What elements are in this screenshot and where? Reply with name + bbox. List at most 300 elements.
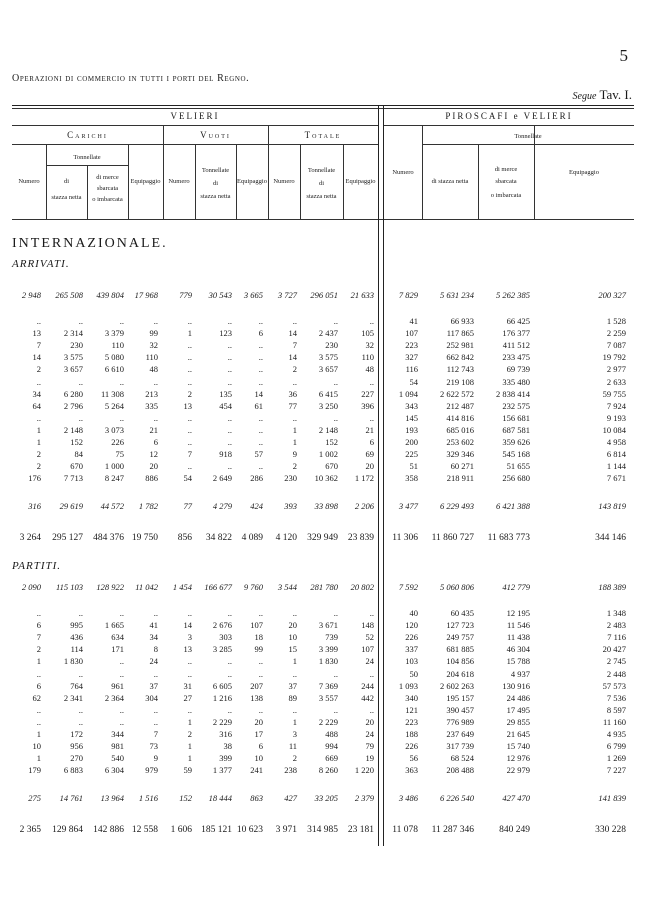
arrivati-row-2-col-4: .. bbox=[187, 340, 192, 351]
arrivati-row-11-col-6: 57 bbox=[254, 449, 263, 460]
partiti-subtotal-row-col-6: 863 bbox=[250, 793, 263, 804]
partiti-row-1-col-2: 1 665 bbox=[104, 620, 124, 631]
partiti-row-9-col-13: 11 160 bbox=[602, 716, 626, 727]
partiti-row-6-col-11: 2 602 263 bbox=[440, 680, 474, 691]
arrivati-row-5-col-1: .. bbox=[78, 376, 83, 387]
partiti-row-4-col-2: .. bbox=[119, 656, 124, 667]
arrivati-row-12-col-1: 670 bbox=[70, 461, 83, 472]
arrivati-row-3-col-12: 233 475 bbox=[502, 352, 530, 363]
arrivati-row-13-col-6: 286 bbox=[250, 473, 263, 484]
arrivati-row-13-col-3: 886 bbox=[145, 473, 158, 484]
partiti-first-row-col-3: 11 042 bbox=[135, 582, 158, 592]
arrivati-row-8-col-8: .. bbox=[333, 412, 338, 423]
partiti-first-row-col-7: 3 544 bbox=[277, 582, 297, 592]
partiti-row-8-col-9: .. bbox=[369, 704, 374, 715]
arrivati-subtotal-row-col-4: 77 bbox=[183, 501, 192, 512]
partiti-row-6-col-3: 37 bbox=[149, 680, 158, 691]
partiti-row-0-col-0: .. bbox=[36, 608, 41, 618]
arrivati-row-11-col-4: 7 bbox=[187, 449, 192, 460]
arrivati-total-row-col-10: 11 306 bbox=[392, 533, 418, 544]
partiti-row-0-col-3: .. bbox=[153, 608, 158, 618]
arrivati-row-0-col-8: .. bbox=[333, 316, 338, 326]
arrivati-first-row-col-4: 779 bbox=[179, 290, 192, 300]
partiti-row-13-col-2: 6 304 bbox=[104, 765, 124, 776]
pv-imbarcata: o imbarcata bbox=[490, 192, 522, 199]
partiti-row-0-col-12: 12 195 bbox=[506, 608, 530, 618]
partiti-row-6-col-12: 130 916 bbox=[502, 680, 530, 691]
arrivati-row-5-col-2: .. bbox=[119, 376, 124, 387]
arrivati-row-9-col-6: .. bbox=[258, 424, 263, 435]
arrivati-row-0-col-10: 41 bbox=[409, 316, 418, 326]
arrivati-row-11-col-2: 75 bbox=[115, 449, 124, 460]
arrivati-row-4-col-5: .. bbox=[227, 364, 232, 375]
arrivati-row-10-col-13: 4 958 bbox=[606, 437, 626, 447]
arrivati-row-10-col-7: 1 bbox=[292, 437, 297, 447]
arrivati-row-3-col-7: 14 bbox=[288, 352, 297, 363]
arrivati-row-9-col-1: 2 148 bbox=[63, 424, 83, 435]
partiti-row-5-col-7: .. bbox=[292, 668, 297, 679]
arrivati-row-2-col-10: 223 bbox=[405, 340, 418, 351]
arrivati-subtotal-row-col-3: 1 782 bbox=[138, 501, 158, 512]
arrivati-subtotal-row-col-7: 393 bbox=[284, 501, 297, 512]
partiti-first-row-col-6: 9 760 bbox=[243, 582, 263, 592]
partiti-row-6-col-4: 31 bbox=[183, 680, 192, 691]
arrivati-row-13-col-5: 2 649 bbox=[212, 473, 232, 484]
arrivati-row-8-col-9: .. bbox=[369, 412, 374, 423]
partiti-row-7-col-1: 2 341 bbox=[63, 692, 83, 703]
partiti-row-1-col-10: 120 bbox=[405, 620, 418, 631]
arrivati-subtotal-row-col-13: 143 819 bbox=[598, 501, 626, 512]
partiti-row-4-col-9: 24 bbox=[365, 656, 374, 667]
partiti-subtotal-row-col-9: 2 379 bbox=[354, 793, 374, 804]
partiti-row-1-col-12: 11 546 bbox=[506, 620, 530, 631]
arrivati-row-4-col-11: 112 743 bbox=[446, 364, 474, 375]
arrivati-row-12-col-2: 1 000 bbox=[104, 461, 124, 472]
arrivati-row-3-col-5: .. bbox=[227, 352, 232, 363]
arrivati-first-row-col-3: 17 968 bbox=[134, 290, 158, 300]
partiti-row-12-col-4: 1 bbox=[187, 753, 192, 764]
partiti-row-8-col-0: .. bbox=[36, 704, 41, 715]
arrivati-row-1-col-3: 99 bbox=[149, 328, 158, 339]
arrivati-heading: ARRIVATI. bbox=[12, 258, 70, 270]
partiti-row-5-col-0: .. bbox=[36, 668, 41, 679]
partiti-total-row-col-10: 11 078 bbox=[392, 825, 418, 836]
partiti-row-11-col-12: 15 740 bbox=[506, 741, 530, 752]
partiti-row-7-col-2: 2 364 bbox=[104, 692, 124, 703]
partiti-row-3-col-13: 20 427 bbox=[602, 644, 626, 655]
partiti-total-row-col-6: 10 623 bbox=[236, 825, 263, 836]
partiti-row-0-col-2: .. bbox=[119, 608, 124, 618]
arrivati-total-row-col-5: 34 822 bbox=[205, 533, 232, 544]
partiti-row-5-col-5: .. bbox=[227, 668, 232, 679]
arrivati-row-5-col-6: .. bbox=[258, 376, 263, 387]
partiti-row-10-col-12: 21 645 bbox=[506, 729, 530, 739]
partiti-row-6-col-10: 1 093 bbox=[398, 680, 418, 691]
arrivati-row-6-col-11: 2 622 572 bbox=[440, 388, 474, 399]
partiti-row-5-col-2: .. bbox=[119, 668, 124, 679]
arrivati-row-4-col-12: 69 739 bbox=[506, 364, 530, 375]
arrivati-row-9-col-13: 10 084 bbox=[602, 424, 626, 435]
arrivati-row-13-col-10: 358 bbox=[405, 473, 418, 484]
velieri-underline bbox=[12, 125, 378, 126]
arrivati-row-9-col-2: 3 073 bbox=[104, 424, 124, 435]
partiti-row-6-col-8: 7 369 bbox=[318, 680, 338, 691]
partiti-row-2-col-9: 52 bbox=[365, 632, 374, 643]
arrivati-first-row-col-11: 5 631 234 bbox=[440, 290, 474, 300]
arrivati-row-10-col-0: 1 bbox=[36, 437, 41, 447]
partiti-total-row-col-1: 129 864 bbox=[52, 825, 83, 836]
totale-equipaggio: Equipaggio bbox=[345, 178, 376, 185]
partiti-row-5-col-1: .. bbox=[78, 668, 83, 679]
arrivati-row-11-col-13: 6 814 bbox=[606, 449, 626, 460]
partiti-row-13-col-5: 1 377 bbox=[212, 765, 232, 776]
arrivati-row-4-col-3: 48 bbox=[149, 364, 158, 375]
partiti-row-9-col-1: .. bbox=[78, 716, 83, 727]
arrivati-row-3-col-8: 3 575 bbox=[318, 352, 338, 363]
partiti-first-row-col-12: 412 779 bbox=[502, 582, 530, 592]
arrivati-row-0-col-0: .. bbox=[36, 316, 41, 326]
arrivati-row-10-col-5: .. bbox=[227, 437, 232, 447]
arrivati-row-3-col-2: 5 080 bbox=[104, 352, 124, 363]
arrivati-row-1-col-0: 13 bbox=[32, 328, 41, 339]
pv-numero: Numero bbox=[392, 169, 414, 176]
partiti-row-3-col-11: 681 885 bbox=[446, 644, 474, 655]
carichi-numero: Numero bbox=[18, 178, 40, 185]
partiti-row-0-col-10: 40 bbox=[409, 608, 418, 618]
partiti-row-7-col-11: 195 157 bbox=[446, 692, 474, 703]
arrivati-row-10-col-4: .. bbox=[187, 437, 192, 447]
arrivati-row-12-col-7: 2 bbox=[292, 461, 297, 472]
arrivati-row-7-col-0: 64 bbox=[32, 400, 41, 411]
partiti-row-5-col-3: .. bbox=[153, 668, 158, 679]
arrivati-row-5-col-12: 335 480 bbox=[502, 376, 530, 387]
arrivati-row-2-col-6: .. bbox=[258, 340, 263, 351]
partiti-row-6-col-5: 6 605 bbox=[212, 680, 232, 691]
pv-stazza-netta: di stazza netta bbox=[431, 178, 469, 185]
arrivati-row-11-col-5: 918 bbox=[219, 449, 232, 460]
partiti-total-row-col-3: 12 558 bbox=[131, 825, 158, 836]
partiti-row-2-col-8: 739 bbox=[325, 632, 338, 643]
arrivati-row-5-col-7: .. bbox=[292, 376, 297, 387]
partiti-row-9-col-2: .. bbox=[119, 716, 124, 727]
partiti-subtotal-row-col-0: 275 bbox=[28, 793, 41, 804]
arrivati-row-2-col-11: 252 981 bbox=[446, 340, 474, 351]
partiti-heading: PARTITI. bbox=[12, 560, 62, 572]
arrivati-total-row-col-9: 23 839 bbox=[347, 533, 374, 544]
arrivati-row-9-col-11: 685 016 bbox=[446, 424, 474, 435]
divider-left bbox=[378, 106, 379, 846]
arrivati-row-12-col-6: .. bbox=[258, 461, 263, 472]
partiti-row-11-col-10: 226 bbox=[405, 741, 418, 752]
arrivati-row-7-col-7: 77 bbox=[288, 400, 297, 411]
partiti-row-3-col-10: 337 bbox=[405, 644, 418, 655]
partiti-first-row-col-5: 166 677 bbox=[204, 582, 232, 592]
arrivati-row-13-col-13: 7 671 bbox=[606, 473, 626, 484]
arrivati-row-10-col-8: 152 bbox=[325, 437, 338, 447]
arrivati-row-3-col-13: 19 792 bbox=[602, 352, 626, 363]
arrivati-row-0-col-9: .. bbox=[369, 316, 374, 326]
partiti-row-8-col-1: .. bbox=[78, 704, 83, 715]
partiti-total-row-col-13: 330 228 bbox=[595, 825, 626, 836]
arrivati-first-row-col-0: 2 948 bbox=[21, 290, 41, 300]
partiti-row-1-col-11: 127 723 bbox=[446, 620, 474, 631]
partiti-row-11-col-8: 994 bbox=[325, 741, 338, 752]
arrivati-row-12-col-3: 20 bbox=[149, 461, 158, 472]
partiti-subtotal-row-col-13: 141 839 bbox=[598, 793, 626, 804]
arrivati-row-11-col-10: 225 bbox=[405, 449, 418, 460]
arrivati-row-8-col-1: .. bbox=[78, 412, 83, 423]
arrivati-row-8-col-0: .. bbox=[36, 412, 41, 423]
arrivati-row-6-col-8: 6 415 bbox=[318, 388, 338, 399]
arrivati-row-8-col-3: .. bbox=[153, 412, 158, 423]
partiti-subtotal-row-col-11: 6 226 540 bbox=[440, 793, 474, 804]
arrivati-total-row-col-6: 4 089 bbox=[241, 533, 263, 544]
partiti-row-11-col-11: 317 739 bbox=[446, 741, 474, 752]
partiti-row-12-col-3: 9 bbox=[153, 753, 158, 764]
partiti-row-11-col-2: 981 bbox=[111, 741, 124, 752]
partiti-row-8-col-11: 390 457 bbox=[446, 704, 474, 715]
arrivati-row-11-col-8: 1 002 bbox=[318, 449, 338, 460]
partiti-row-10-col-7: 3 bbox=[292, 729, 297, 739]
arrivati-row-1-col-7: 14 bbox=[288, 328, 297, 339]
totale-stazza: stazza netta bbox=[306, 193, 337, 200]
arrivati-row-10-col-3: 6 bbox=[153, 437, 158, 447]
header-bottom-rule bbox=[12, 219, 634, 220]
arrivati-row-13-col-9: 1 172 bbox=[354, 473, 374, 484]
arrivati-row-13-col-1: 7 713 bbox=[63, 473, 83, 484]
arrivati-subtotal-row-col-5: 4 279 bbox=[212, 501, 232, 512]
arrivati-row-1-col-4: 1 bbox=[187, 328, 192, 339]
arrivati-first-row-col-9: 21 633 bbox=[350, 290, 374, 300]
partiti-row-9-col-7: 1 bbox=[292, 716, 297, 727]
partiti-subtotal-row-col-2: 13 964 bbox=[100, 793, 124, 804]
arrivati-row-7-col-1: 2 796 bbox=[63, 400, 83, 411]
arrivati-subtotal-row-col-9: 2 206 bbox=[354, 501, 374, 512]
partiti-row-11-col-6: 6 bbox=[258, 741, 263, 752]
partiti-row-10-col-8: 488 bbox=[325, 729, 338, 739]
vuoti-stazza: stazza netta bbox=[200, 193, 231, 200]
arrivati-row-9-col-5: .. bbox=[227, 424, 232, 435]
partiti-row-0-col-11: 60 435 bbox=[450, 608, 474, 618]
arrivati-subtotal-row-col-1: 29 619 bbox=[59, 501, 83, 512]
arrivati-row-3-col-6: .. bbox=[258, 352, 263, 363]
partiti-subtotal-row-col-3: 1 516 bbox=[138, 793, 158, 804]
arrivati-row-3-col-1: 3 575 bbox=[63, 352, 83, 363]
partiti-row-11-col-0: 10 bbox=[32, 741, 41, 752]
partiti-row-2-col-5: 303 bbox=[219, 632, 232, 643]
arrivati-row-13-col-0: 176 bbox=[28, 473, 41, 484]
arrivati-row-10-col-10: 200 bbox=[405, 437, 418, 447]
partiti-row-0-col-9: .. bbox=[369, 608, 374, 618]
arrivati-row-1-col-1: 2 314 bbox=[63, 328, 83, 339]
arrivati-total-row-col-0: 3 264 bbox=[19, 533, 41, 544]
arrivati-row-7-col-8: 3 250 bbox=[318, 400, 338, 411]
partiti-row-3-col-4: 13 bbox=[183, 644, 192, 655]
partiti-row-4-col-0: 1 bbox=[36, 656, 41, 667]
arrivati-total-row-col-13: 344 146 bbox=[595, 533, 626, 544]
partiti-row-10-col-4: 2 bbox=[187, 729, 192, 739]
partiti-row-2-col-0: 7 bbox=[36, 632, 41, 643]
partiti-row-10-col-1: 172 bbox=[70, 729, 83, 739]
arrivati-row-12-col-13: 1 144 bbox=[606, 461, 626, 472]
arrivati-subtotal-row-col-0: 316 bbox=[28, 501, 41, 512]
arrivati-row-11-col-11: 329 346 bbox=[446, 449, 474, 460]
carichi-equipaggio: Equipaggio bbox=[130, 178, 161, 185]
arrivati-subtotal-row-col-8: 33 898 bbox=[314, 501, 338, 512]
arrivati-total-row-col-8: 329 949 bbox=[307, 533, 338, 544]
arrivati-row-9-col-4: .. bbox=[187, 424, 192, 435]
arrivati-row-7-col-2: 5 264 bbox=[104, 400, 124, 411]
partiti-row-10-col-13: 4 935 bbox=[606, 729, 626, 739]
arrivati-row-5-col-10: 54 bbox=[409, 376, 418, 387]
partiti-row-9-col-6: 20 bbox=[254, 716, 263, 727]
partiti-row-13-col-12: 22 979 bbox=[506, 765, 530, 776]
arrivati-row-1-col-2: 3 379 bbox=[104, 328, 124, 339]
vuoti-di: di bbox=[212, 180, 219, 187]
arrivati-subtotal-row-col-11: 6 229 493 bbox=[440, 501, 474, 512]
partiti-first-row-col-8: 281 780 bbox=[310, 582, 338, 592]
arrivati-row-4-col-6: .. bbox=[258, 364, 263, 375]
partiti-row-7-col-8: 3 557 bbox=[318, 692, 338, 703]
velieri-heading: VELIERI bbox=[170, 111, 220, 121]
partiti-row-1-col-3: 41 bbox=[149, 620, 158, 631]
totale-numero: Numero bbox=[273, 178, 295, 185]
partiti-row-13-col-1: 6 883 bbox=[63, 765, 83, 776]
arrivati-row-11-col-3: 12 bbox=[149, 449, 158, 460]
arrivati-row-4-col-7: 2 bbox=[292, 364, 297, 375]
carichi-imbarcata: o imbarcata bbox=[92, 196, 123, 203]
arrivati-row-9-col-0: 1 bbox=[36, 424, 41, 435]
partiti-row-4-col-10: 103 bbox=[405, 656, 418, 667]
partiti-subtotal-row-col-12: 427 470 bbox=[502, 793, 530, 804]
partiti-row-4-col-5: .. bbox=[227, 656, 232, 667]
arrivati-row-1-col-5: 123 bbox=[219, 328, 232, 339]
partiti-row-4-col-1: 1 830 bbox=[63, 656, 83, 667]
arrivati-row-1-col-13: 2 259 bbox=[606, 328, 626, 339]
arrivati-row-12-col-11: 60 271 bbox=[450, 461, 474, 472]
arrivati-row-10-col-2: 226 bbox=[111, 437, 124, 447]
partiti-row-0-col-5: .. bbox=[227, 608, 232, 618]
partiti-row-9-col-12: 29 855 bbox=[506, 716, 530, 727]
arrivati-total-row-col-3: 19 750 bbox=[131, 533, 158, 544]
arrivati-first-row-col-2: 439 804 bbox=[96, 290, 124, 300]
pv-sbarcata: sbarcata bbox=[495, 178, 517, 185]
partiti-first-row-col-13: 188 389 bbox=[598, 582, 626, 592]
arrivati-first-row-col-12: 5 262 385 bbox=[496, 290, 530, 300]
partiti-row-12-col-12: 12 976 bbox=[506, 753, 530, 764]
partiti-row-8-col-7: .. bbox=[292, 704, 297, 715]
arrivati-row-0-col-4: .. bbox=[187, 316, 192, 326]
partiti-row-6-col-2: 961 bbox=[111, 680, 124, 691]
arrivati-row-10-col-11: 253 602 bbox=[446, 437, 474, 447]
carichi-sbarcata: sbarcata bbox=[96, 185, 119, 192]
partiti-row-8-col-4: .. bbox=[187, 704, 192, 715]
partiti-row-1-col-5: 2 676 bbox=[212, 620, 232, 631]
partiti-row-3-col-3: 8 bbox=[153, 644, 158, 655]
partiti-row-0-col-1: .. bbox=[78, 608, 83, 618]
partiti-row-9-col-9: 20 bbox=[365, 716, 374, 727]
partiti-row-4-col-4: .. bbox=[187, 656, 192, 667]
partiti-row-3-col-12: 46 304 bbox=[506, 644, 530, 655]
arrivati-row-6-col-5: 135 bbox=[219, 388, 232, 399]
header-top-rule-2 bbox=[12, 108, 634, 109]
partiti-row-10-col-3: 7 bbox=[153, 729, 158, 739]
partiti-row-9-col-0: .. bbox=[36, 716, 41, 727]
arrivati-row-3-col-11: 662 842 bbox=[446, 352, 474, 363]
arrivati-row-6-col-7: 36 bbox=[288, 388, 297, 399]
partiti-row-12-col-5: 399 bbox=[219, 753, 232, 764]
partiti-row-7-col-10: 340 bbox=[405, 692, 418, 703]
arrivati-row-6-col-6: 14 bbox=[254, 388, 263, 399]
partiti-row-12-col-11: 68 524 bbox=[450, 753, 474, 764]
pv-di-merce: di merce bbox=[494, 166, 518, 173]
arrivati-row-11-col-7: 9 bbox=[292, 449, 297, 460]
arrivati-row-2-col-7: 7 bbox=[292, 340, 297, 351]
arrivati-row-13-col-7: 230 bbox=[284, 473, 297, 484]
tavola-label: Tav. I. bbox=[599, 87, 632, 102]
arrivati-row-0-col-13: 1 528 bbox=[606, 316, 626, 326]
arrivati-row-5-col-0: .. bbox=[36, 376, 41, 387]
partiti-row-8-col-6: .. bbox=[258, 704, 263, 715]
arrivati-row-2-col-0: 7 bbox=[36, 340, 41, 351]
arrivati-row-7-col-6: 61 bbox=[254, 400, 263, 411]
partiti-row-7-col-6: 138 bbox=[250, 692, 263, 703]
partiti-subtotal-row-col-4: 152 bbox=[179, 793, 192, 804]
arrivati-row-5-col-9: .. bbox=[369, 376, 374, 387]
carichi-stazza: stazza netta bbox=[51, 194, 82, 201]
arrivati-row-13-col-2: 8 247 bbox=[104, 473, 124, 484]
arrivati-row-4-col-1: 3 657 bbox=[63, 364, 83, 375]
arrivati-row-4-col-8: 3 657 bbox=[318, 364, 338, 375]
arrivati-total-row-col-1: 295 127 bbox=[52, 533, 83, 544]
arrivati-row-7-col-13: 7 924 bbox=[606, 400, 626, 411]
partiti-row-5-col-9: .. bbox=[369, 668, 374, 679]
arrivati-row-0-col-6: .. bbox=[258, 316, 263, 326]
totale-tonnellate: Tonnellate bbox=[307, 167, 336, 174]
totale-di: di bbox=[318, 180, 325, 187]
arrivati-row-13-col-11: 218 911 bbox=[446, 473, 474, 484]
partiti-subtotal-row-col-10: 3 486 bbox=[398, 793, 418, 804]
partiti-row-8-col-3: .. bbox=[153, 704, 158, 715]
partiti-row-1-col-6: 107 bbox=[250, 620, 263, 631]
arrivati-row-9-col-9: 21 bbox=[365, 424, 374, 435]
partiti-first-row-col-1: 115 103 bbox=[56, 582, 83, 592]
partiti-total-row-col-4: 1 606 bbox=[170, 825, 192, 836]
pv-equipaggio: Equipaggio bbox=[569, 169, 599, 176]
partiti-row-3-col-6: 99 bbox=[254, 644, 263, 655]
partiti-row-9-col-4: 1 bbox=[187, 716, 192, 727]
arrivati-row-2-col-12: 411 512 bbox=[502, 340, 530, 351]
arrivati-row-0-col-2: .. bbox=[119, 316, 124, 326]
arrivati-row-8-col-11: 414 816 bbox=[446, 412, 474, 423]
arrivati-row-12-col-4: .. bbox=[187, 461, 192, 472]
partiti-row-2-col-6: 18 bbox=[254, 632, 263, 643]
partiti-row-1-col-8: 3 671 bbox=[318, 620, 338, 631]
partiti-row-0-col-13: 1 348 bbox=[606, 608, 626, 618]
arrivati-row-9-col-3: 21 bbox=[149, 424, 158, 435]
arrivati-row-2-col-2: 110 bbox=[111, 340, 124, 351]
arrivati-row-3-col-0: 14 bbox=[32, 352, 41, 363]
partiti-row-7-col-13: 7 536 bbox=[606, 692, 626, 703]
arrivati-row-10-col-9: 6 bbox=[369, 437, 374, 447]
partiti-total-row-col-5: 185 121 bbox=[201, 825, 232, 836]
partiti-total-row-col-11: 11 287 346 bbox=[431, 825, 474, 836]
arrivati-row-8-col-2: .. bbox=[119, 412, 124, 423]
partiti-row-1-col-1: 995 bbox=[70, 620, 83, 631]
partiti-total-row-col-0: 2 365 bbox=[19, 825, 41, 836]
arrivati-row-13-col-12: 256 680 bbox=[502, 473, 530, 484]
partiti-row-4-col-13: 2 745 bbox=[606, 656, 626, 667]
